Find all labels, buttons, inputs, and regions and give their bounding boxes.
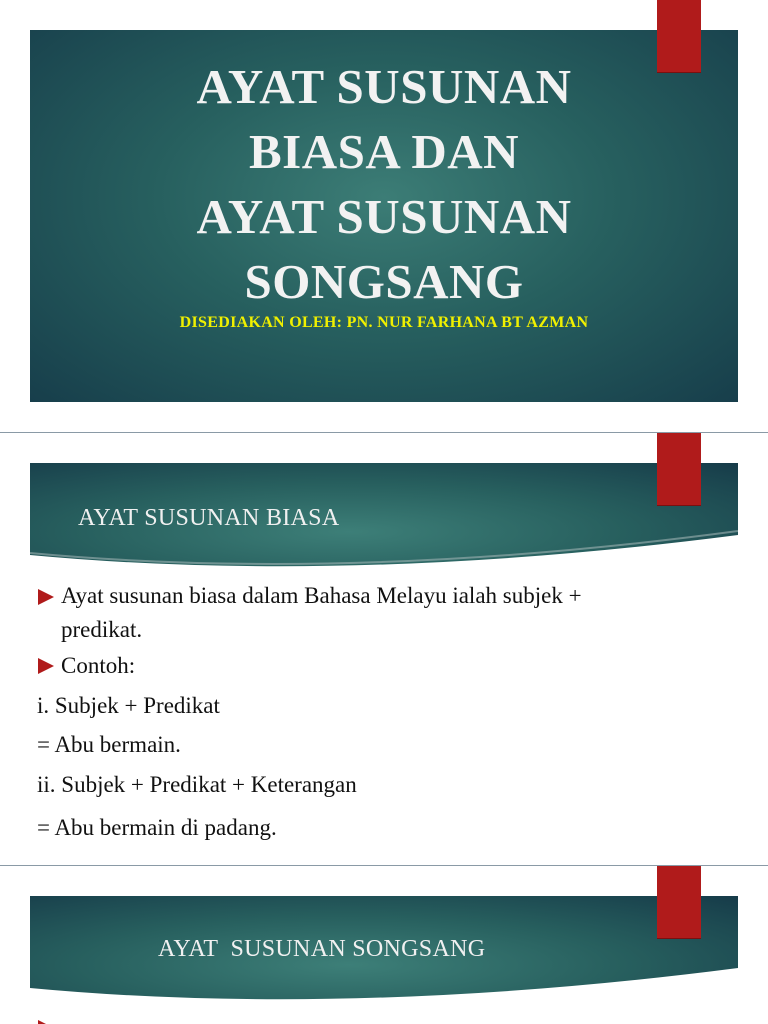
title-line-4: SONGSANG [244, 254, 524, 309]
bullet-arrow-icon [38, 589, 54, 605]
slide-ayat-susunan-biasa [0, 433, 768, 865]
title-panel [30, 30, 738, 402]
red-bookmark-decoration [657, 866, 701, 939]
title-line-2: BIASA DAN [249, 124, 519, 179]
example-line: = Abu bermain di padang. [37, 815, 277, 840]
header-panel [30, 896, 738, 1011]
slide-title [0, 0, 768, 432]
slide-heading: AYAT SUSUNAN BIASA [78, 505, 340, 531]
slide-heading: AYAT SUSUNAN SONGSANG [158, 936, 486, 962]
example-line: i. Subjek + Predikat [37, 693, 220, 718]
slide-ayat-susunan-songsang [0, 866, 768, 1024]
bullet-text: Ayat susunan biasa dalam Bahasa Melayu ialah subjek + [61, 583, 582, 608]
title-line-3: AYAT SUSUNAN [196, 189, 572, 244]
example-line: = Abu bermain. [37, 732, 181, 757]
author-credit: DISEDIAKAN OLEH: PN. NUR FARHANA BT AZMAN [179, 314, 589, 331]
bullet-text: Contoh: [61, 653, 136, 678]
red-bookmark-decoration [657, 0, 701, 73]
red-bookmark-decoration [657, 433, 701, 506]
header-panel [30, 463, 738, 578]
bullet-text-continued: predikat. [61, 617, 143, 642]
presentation-title [30, 54, 738, 314]
bullet-arrow-icon [38, 1020, 54, 1024]
title-line-1: AYAT SUSUNAN [196, 59, 572, 114]
bullet-arrow-icon [38, 658, 54, 674]
example-line: ii. Subjek + Predikat + Keterangan [37, 772, 357, 797]
